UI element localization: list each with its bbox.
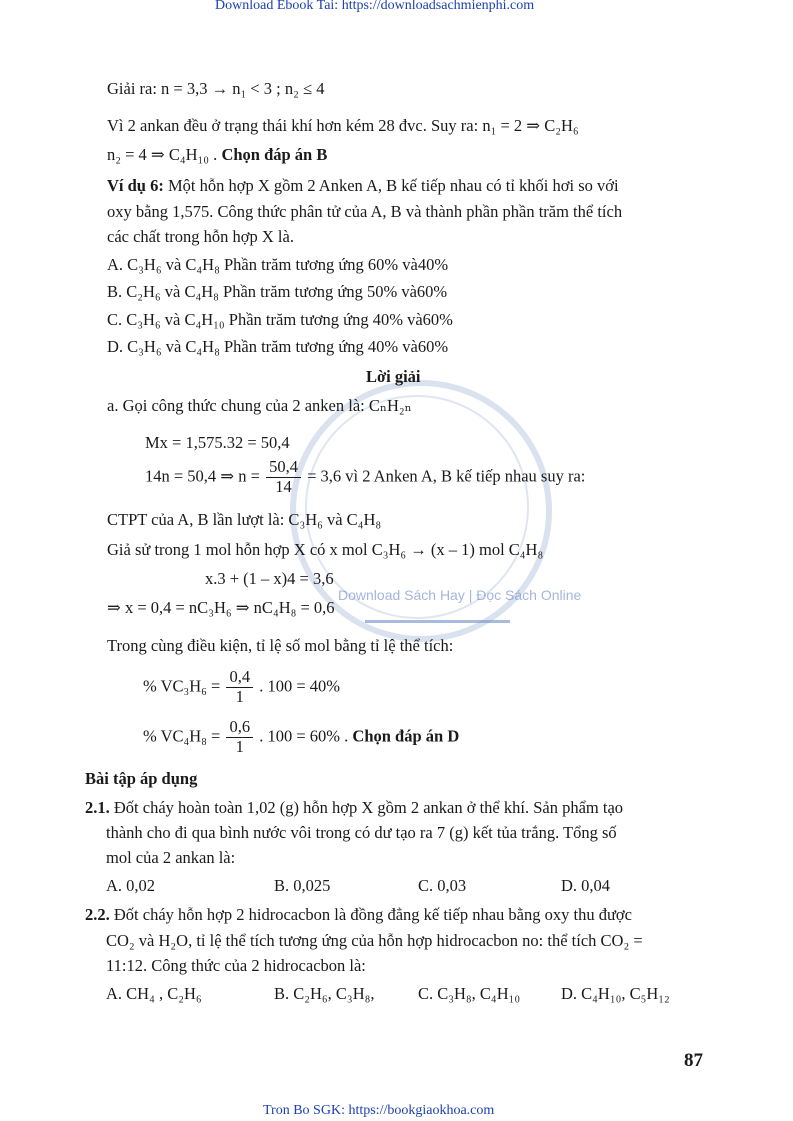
fraction-denominator: 1 — [235, 686, 244, 706]
solution-14n-left: 14n = 50,4 ⇒ n = — [145, 466, 260, 486]
question-2-2-option-b: B. C₂H₆, C₃H₈, — [274, 984, 375, 1003]
answer-d: Chọn đáp án D — [352, 726, 460, 746]
fraction-denominator: 1 — [235, 736, 244, 756]
header-download-link[interactable]: Download Ebook Tai: https://downloadsachmienphi.com — [215, 0, 535, 13]
example-6-line2: oxy bằng 1,575. Công thức phân tử của A, B và thành phần phần trăm thể tích — [107, 202, 623, 221]
line-n2 — [107, 145, 327, 165]
percent-v-c4h8-right: . 100 = 60% . — [259, 726, 349, 746]
equation-2: ⇒ x = 0,4 = nC₃H₆ ⇒ nC₄H₈ = 0,6 — [107, 598, 335, 617]
watermark-inner-ring — [305, 395, 529, 619]
equation-1: x.3 + (1 – x)4 = 3,6 — [205, 569, 334, 588]
line-giai-ra: Giải ra: n = 3,3 → n₁ < 3 ; n₂ ≤ 4 — [107, 79, 325, 98]
watermark-underline — [365, 620, 510, 623]
option-b: B. C₂H₆ và C₄H₈ Phần trăm tương ứng 50% và60% — [107, 282, 448, 301]
solution-14n-line — [145, 458, 585, 497]
fraction-numerator: 50,4 — [266, 458, 301, 478]
answer-b: Chọn đáp án B — [221, 145, 328, 164]
option-a: A. C₃H₆ và C₄H₈ Phần trăm tương ứng 60% và40% — [107, 255, 449, 274]
question-2-2-line1 — [85, 905, 632, 925]
question-2-1-line1 — [85, 798, 623, 818]
fraction-0-4 — [226, 668, 253, 707]
percent-v-c3h6-right: . 100 = 40% — [259, 676, 341, 696]
question-2-1-option-d: D. 0,04 — [561, 876, 611, 895]
watermark-text: Download Sách Hay | Đọc Sách Online — [338, 587, 582, 603]
n2-formula: n₂ = 4 ⇒ C₄H₁₀ . — [107, 145, 218, 164]
question-2-2-text1: Đốt cháy hỗn hợp 2 hidrocacbon là đồng đẳng kế tiếp nhau bằng oxy thu được — [113, 905, 632, 924]
question-2-2-line3: 11:12. Công thức của 2 hidrocacbon là: — [106, 956, 366, 975]
question-2-2-line2: CO₂ và H₂O, tỉ lệ thể tích tương ứng của hỗn hợp hidrocacbon no: thể tích CO₂ = — [106, 931, 643, 950]
fraction-denominator: 14 — [275, 476, 292, 496]
option-d: D. C₃H₆ và C₄H₈ Phần trăm tương ứng 40% và60% — [107, 337, 449, 356]
exercise-heading: Bài tập áp dụng — [85, 769, 198, 788]
question-2-1-option-c: C. 0,03 — [418, 876, 467, 895]
question-2-1-option-b: B. 0,025 — [274, 876, 331, 895]
percent-v-c4h8 — [143, 718, 459, 757]
solution-molar-mass: Mx = 1,575.32 = 50,4 — [145, 433, 290, 452]
fraction-numerator: 0,4 — [226, 668, 253, 688]
example-6-line3: các chất trong hỗn hợp X là. — [107, 227, 294, 246]
percent-v-c4h8-left: % VC₄H₈ = — [143, 726, 221, 746]
question-2-1-option-a: A. 0,02 — [106, 876, 156, 895]
question-2-2-option-c: C. C₃H₈, C₄H₁₀ — [418, 984, 521, 1003]
fraction-50-4-over-14 — [266, 458, 301, 497]
question-2-1-text1: Đốt cháy hoàn toàn 1,02 (g) hỗn hợp X gồm 2 ankan ở thể khí. Sản phẩm tạo — [113, 798, 624, 817]
page-number: 87 — [684, 1050, 703, 1071]
percent-v-c3h6 — [143, 668, 340, 707]
question-2-1-line2: thành cho đi qua bình nước vôi trong có dư tạo ra 7 (g) kết tủa trắng. Tổng số — [106, 823, 617, 842]
percent-v-c3h6-left: % VC₃H₆ = — [143, 676, 221, 696]
example-6-text1: Một hỗn hợp X gồm 2 Anken A, B kế tiếp nhau có tỉ khối hơi so với — [167, 176, 619, 195]
question-2-1-label: 2.1. — [85, 798, 110, 817]
solution-formula: a. Gọi công thức chung của 2 anken là: CₙH₂ₙ — [107, 396, 412, 415]
ctpt-line: CTPT của A, B lần lượt là: C₃H₆ và C₄H₈ — [107, 510, 382, 529]
same-condition-line: Trong cùng điều kiện, tỉ lệ số mol bằng tỉ lệ thể tích: — [107, 636, 454, 655]
example-6-label: Ví dụ 6: — [107, 176, 164, 195]
question-2-2-option-d: D. C₄H₁₀, C₅H₁₂ — [561, 984, 670, 1003]
question-2-2-label: 2.2. — [85, 905, 110, 924]
footer-sgk-link[interactable]: Tron Bo SGK: https://bookgiaokhoa.com — [263, 1103, 495, 1118]
question-2-2-option-a: A. CH₄ , C₂H₆ — [106, 984, 202, 1003]
example-6-line1 — [107, 176, 619, 196]
solution-14n-right: = 3,6 vì 2 Anken A, B kế tiếp nhau suy ra: — [307, 466, 586, 486]
option-c: C. C₃H₆ và C₄H₁₀ Phần trăm tương ứng 40% và60% — [107, 310, 453, 329]
line-ankan-khi: Vì 2 ankan đều ở trạng thái khí hơn kém 28 đvc. Suy ra: n₁ = 2 ⇒ C₂H₆ — [107, 116, 579, 135]
assume-line: Giả sử trong 1 mol hỗn hợp X có x mol C₃H₆ → (x – 1) mol C₄H₈ — [107, 540, 544, 559]
solution-title: Lời giải — [366, 367, 421, 386]
question-2-1-line3: mol của 2 ankan là: — [106, 848, 236, 867]
fraction-0-6 — [226, 718, 253, 757]
fraction-numerator: 0,6 — [226, 718, 253, 738]
